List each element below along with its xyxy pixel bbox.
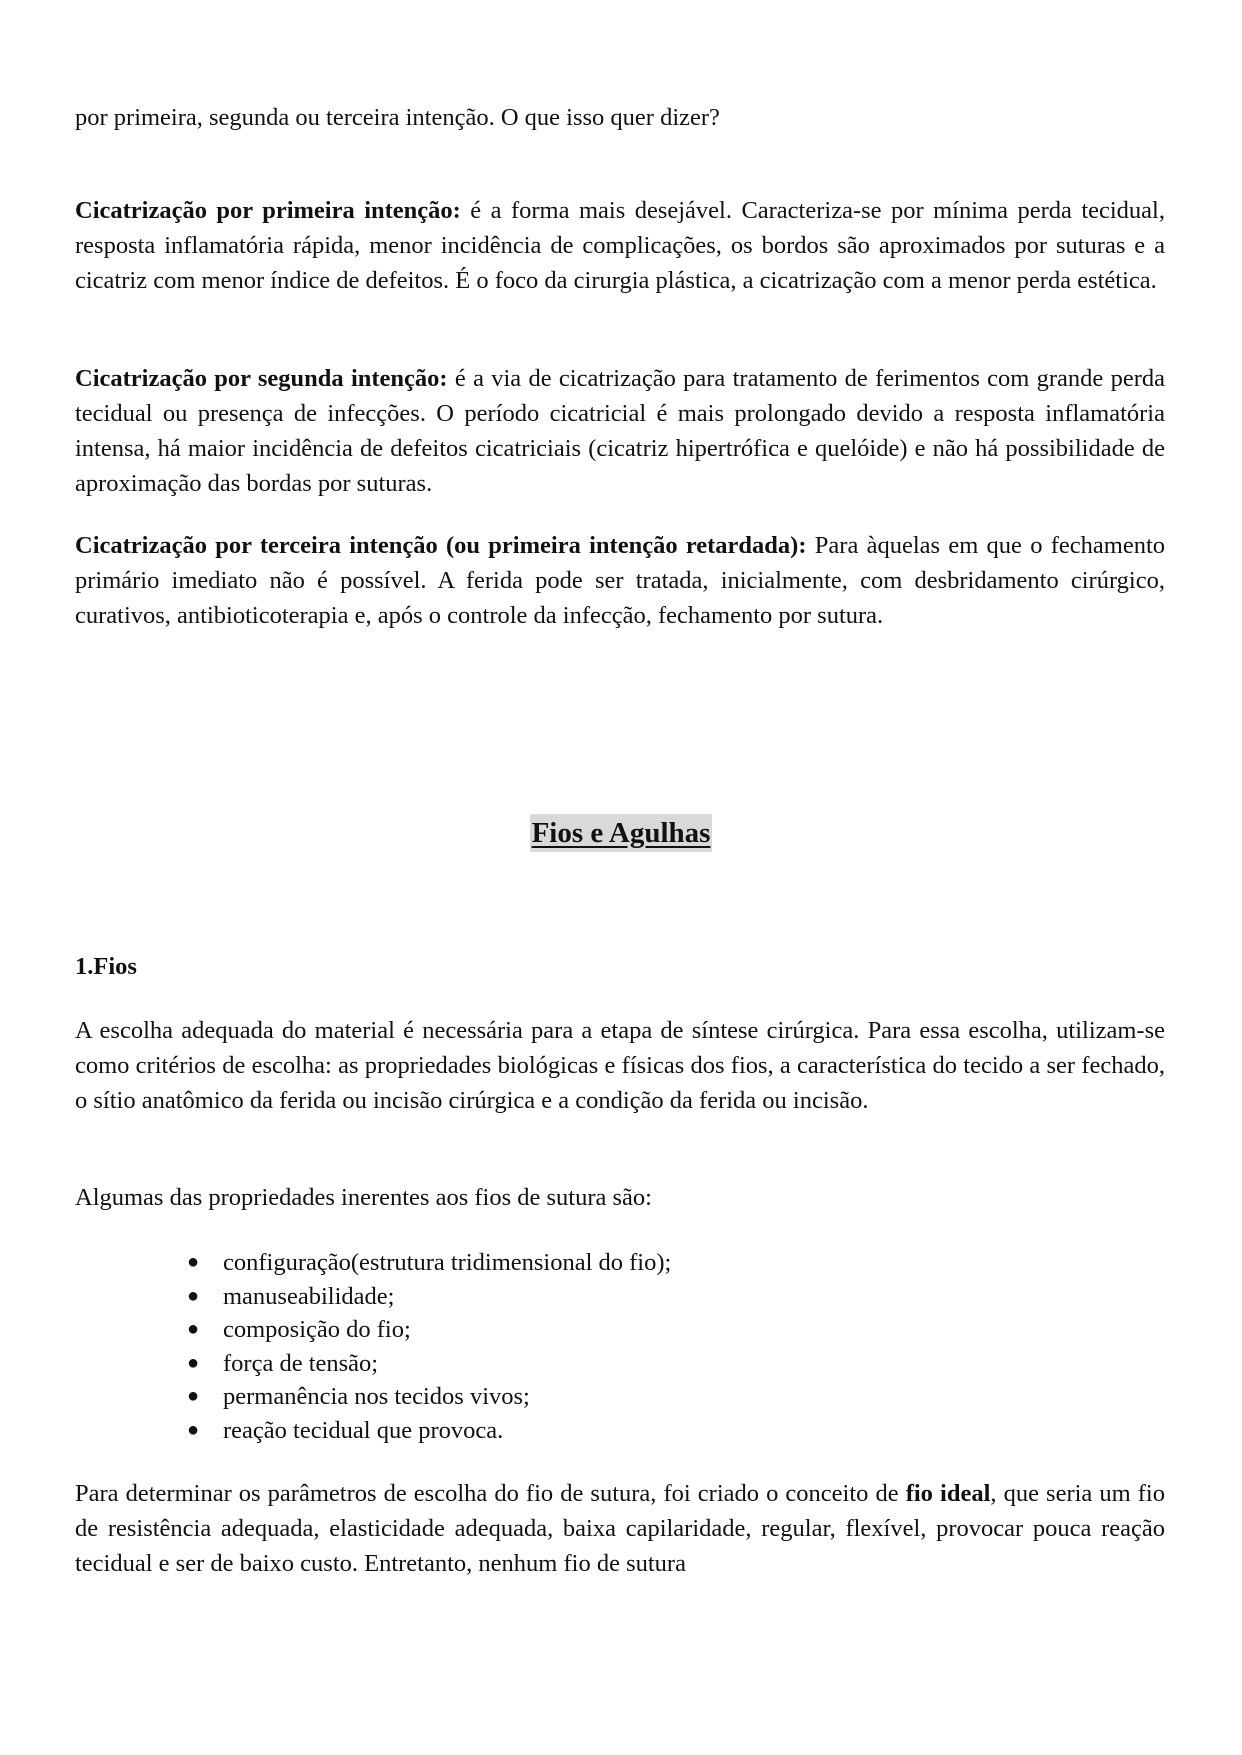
bullet-icon: ●: [187, 1318, 200, 1340]
list-item: [185, 1246, 671, 1280]
third-intention-text: Para àquelas em que o fechamento primário imediato não é possível. A ferida pode ser tratada, inicialmente, com desbridamento cirúrgico, curativos, antibioticoterapia e, após o controle da infecção, fechamento por sutura.: [75, 532, 1166, 629]
fios-paragraph: A escolha adequada do material é necessária para a etapa de síntese cirúrgica. Para essa escolha, utilizam-se como critérios de escolha: as propriedades biológicas e físicas dos fios, a característica do tecido a ser fechado, o sítio anatômico da ferida ou incisão cirúrgica e a condição da ferida ou incisão.: [75, 1017, 1165, 1114]
list-item: [185, 1414, 671, 1448]
list-item: [185, 1313, 671, 1347]
section-title: Fios e Agulhas: [530, 814, 713, 852]
properties-intro: Algumas das propriedades inerentes aos fios de sutura são:: [75, 1184, 652, 1211]
list-item: [185, 1347, 671, 1381]
section-heading-wrapper: [0, 814, 1242, 852]
second-intention-label: Cicatrização por segunda intenção:: [75, 365, 448, 392]
second-intention-paragraph: [75, 361, 1165, 501]
ideal-thread-text-after: , que seria um fio de resistência adequada, elasticidade adequada, baixa capilaridade, regular, flexível, provocar pouca reação tecidual e ser de baixo custo. Entretanto, nenhum fio de sutura: [75, 1480, 1165, 1577]
ideal-thread-paragraph: [75, 1476, 1165, 1581]
bullet-icon: ●: [187, 1418, 200, 1441]
intro-line: por primeira, segunda ou terceira intenção. O que isso quer dizer?: [75, 104, 720, 131]
ideal-thread-term: fio ideal: [905, 1480, 991, 1507]
list-item-text: permanência nos tecidos vivos;: [223, 1383, 530, 1410]
list-item: [185, 1380, 671, 1414]
list-item-text: configuração(estrutura tridimensional do fio);: [223, 1249, 672, 1276]
list-item-text: força de tensão;: [223, 1349, 379, 1377]
first-intention-label: Cicatrização por primeira intenção:: [75, 197, 461, 224]
bullet-icon: ●: [187, 1284, 200, 1307]
list-item-text: manuseabilidade;: [223, 1282, 395, 1310]
subsection-title: 1.Fios: [75, 953, 137, 980]
third-intention-label: Cicatrização por terceira intenção (ou primeira intenção retardada):: [75, 532, 807, 559]
properties-list: [185, 1246, 671, 1447]
ideal-thread-text-before: Para determinar os parâmetros de escolha do fio de sutura, foi criado o conceito de: [75, 1480, 906, 1507]
first-intention-paragraph: [75, 193, 1165, 298]
list-item-text: reação tecidual que provoca.: [223, 1416, 504, 1444]
third-intention-paragraph: [75, 528, 1165, 633]
list-item: [185, 1280, 671, 1314]
first-intention-text: é a forma mais desejável. Caracteriza-se por mínima perda tecidual, resposta inflamatória rápida, menor incidência de complicações, os bordos são aproximados por suturas e a cicatriz com menor índice de defeitos. É o foco da cirurgia plástica, a cicatrização com a menor perda estética.: [75, 197, 1165, 294]
bullet-icon: ●: [187, 1385, 200, 1407]
bullet-icon: ●: [187, 1351, 200, 1374]
list-item-text: composição do fio;: [223, 1316, 411, 1343]
bullet-icon: ●: [187, 1251, 200, 1273]
second-intention-text: é a via de cicatrização para tratamento de ferimentos com grande perda tecidual ou presença de infecções. O período cicatricial é mais prolongado devido a resposta inflamatória intensa, há maior incidência de defeitos cicatriciais (cicatriz hipertrófica e quelóide) e não há possibilidade de aproximação das bordas por suturas.: [75, 365, 1166, 497]
